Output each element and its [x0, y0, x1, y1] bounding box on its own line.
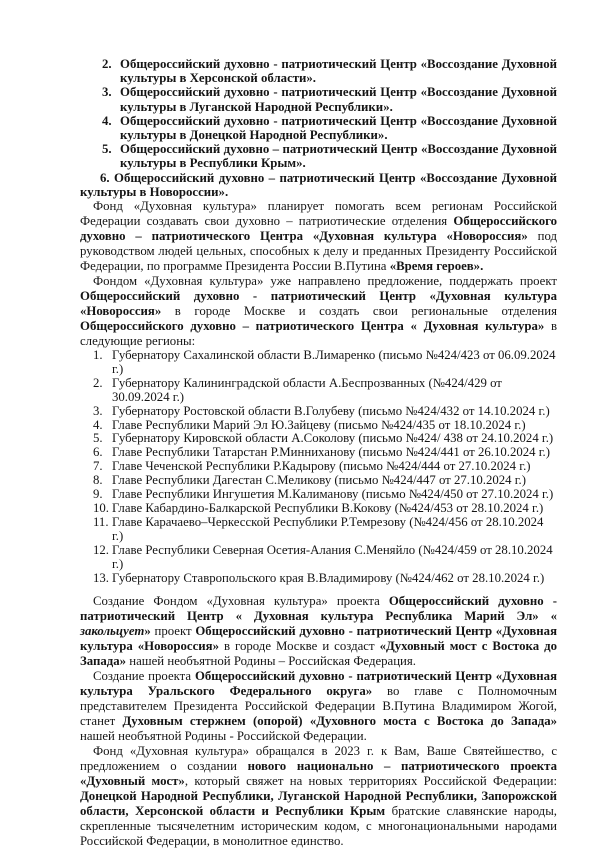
text-segment: Духовным стержнем (опорой) «Духовного моста с Востока до Запада» — [122, 714, 557, 729]
text-segment: Главе Республики Татарстан Р.Минниханову (письмо №424/441 от 26.10.2024 г.) — [112, 445, 551, 460]
text-segment: Общероссийский духовно - патриотический Центр «Воссоздание Духовной культуры в Донецкой Народной Республики». — [120, 113, 557, 143]
text-segment: Общероссийского духовно – патриотического Центра « Духовная культура» — [80, 319, 545, 334]
text-segment: нашей необъятной Родины – Российская Федерация. — [126, 654, 416, 669]
list-item-number: 2. — [102, 57, 112, 71]
center-list-item — [80, 57, 557, 85]
letter-list-item — [80, 419, 557, 433]
letter-list-item — [80, 516, 557, 544]
paragraph — [80, 274, 557, 349]
text-segment: нового национально – патриотического проекта «Духовный мост» — [80, 759, 557, 789]
text-segment: Губернатору Калининградской области А.Беспрозванных (№424/429 от 30.09.2024 г.) — [112, 375, 502, 404]
text-segment: Главе Карачаево–Черкесской Республики Р.Темрезову (№424/456 от 28.10.2024 г.) — [112, 514, 544, 543]
text-segment: нашей необъятной Родины - Российской Федерации. — [80, 729, 367, 744]
text-segment: » — [144, 624, 155, 639]
paragraph — [80, 594, 557, 669]
text-segment: 6. Общероссийский духовно – патриотический Центр «Воссоздание Духовной культуры в Новороссии». — [80, 170, 557, 199]
list-item-number: 5. — [102, 142, 112, 157]
letter-list-item — [80, 572, 557, 586]
letter-list-item — [80, 474, 557, 488]
center-list-item — [80, 142, 557, 170]
text-segment: в городе Москве и создаст — [219, 639, 380, 654]
text-segment: закольцует — [80, 624, 145, 639]
letter-list-item — [80, 446, 557, 460]
text-segment: Общероссийский духовно - патриотический Центр « Духовная культура Республика Марий Эл» « — [80, 594, 557, 624]
list-item-number: 3. — [102, 85, 112, 100]
text-segment: Главе Республики Северная Осетия-Алания С.Меняйло (№424/459 от 28.10.2024 г.) — [112, 542, 553, 571]
text-segment: Главе Кабардино-Балкарской Республики В.Кокову (№424/453 от 28.10.2024 г.) — [112, 501, 544, 515]
text-segment: Главе Чеченской Республики Р.Кадырову (письмо №424/444 от 27.10.2024 г.) — [112, 459, 531, 474]
text-segment: «Время героев». — [389, 259, 484, 274]
text-segment: Губернатору Ростовской области В.Голубеву (письмо №424/432 от 14.10.2024 г.) — [112, 403, 550, 418]
text-segment: Создание проекта — [93, 669, 195, 684]
text-segment: братские славянские народы, скрепленные тысячелетним историческим кодом, с многонациональными народами Российской Федерации, в монолитное единство. — [80, 804, 557, 849]
letter-list-item — [80, 377, 557, 405]
text-segment: Общероссийский духовно - патриотический Центр «Духовная культура Уральского Федерального округа» — [80, 669, 557, 699]
text-segment: Общероссийский духовно - патриотический Центр «Духовная культура «Новороссия» — [80, 624, 558, 654]
text-segment: Общероссийский духовно – патриотический Центр «Воссоздание Духовной культуры в Республики Крым». — [120, 142, 557, 171]
center-list-item — [80, 114, 557, 142]
text-segment: Главе Республики Дагестан С.Меликову (письмо №424/447 от 27.10.2024 г.) — [112, 473, 527, 488]
text-segment: под руководством людей цельных, способных к делу и преданных Президенту Российской Федерации, по программе Президента России В.Путина — [80, 229, 557, 274]
text-segment: Главе Республики Марий Эл Ю.Зайцеву (письмо №424/435 от 18.10.2024 г.) — [112, 417, 526, 432]
list-item-number: 9. — [93, 487, 103, 502]
list-item-number: 2. — [93, 375, 103, 390]
text-segment: Создание Фондом «Духовная культура» проекта — [93, 594, 389, 609]
text-segment: во главе с Полномочным представителем Президента Российской Федерации В.Путина Владимиром Жогой, станет — [80, 684, 557, 729]
text-segment: Губернатору Кировской области А.Соколову (письмо №424/ 438 от 24.10.2024 г.) — [112, 431, 554, 446]
text-segment: , который свяжет на новых территориях Российской Федерации: — [184, 774, 558, 789]
center-list-item-6 — [80, 171, 557, 199]
text-segment: в следующие регионы: — [80, 319, 558, 349]
list-item-number: 10. — [93, 501, 109, 515]
text-segment: Общероссийский духовно - патриотический Центр «Духовная культура «Новороссия» — [80, 289, 557, 319]
list-item-number: 4. — [102, 113, 112, 128]
text-segment: в городе Москве и создать свои региональные отделения — [161, 304, 557, 319]
text-segment: Общероссийского духовно – патриотического Центра «Духовная культура «Новороссия» — [80, 214, 557, 244]
paragraph — [80, 744, 557, 849]
letter-list-item — [80, 544, 557, 572]
list-item-number: 1. — [93, 348, 103, 363]
list-item-number: 13. — [93, 570, 109, 585]
text-segment: Общероссийский духовно - патриотический Центр «Воссоздание Духовной культуры в Луганской Народной Республики — [120, 85, 557, 114]
list-item-number: 4. — [93, 417, 103, 432]
letter-list-item — [80, 405, 557, 419]
list-item-number: 7. — [93, 459, 103, 474]
text-segment: Главе Республики Ингушетия М.Калиманову (письмо №424/450 от 27.10.2024 г.) — [112, 487, 554, 502]
letter-list-item — [80, 460, 557, 474]
letter-list-item — [80, 488, 557, 502]
list-item-number: 8. — [93, 473, 103, 488]
letter-list-item — [80, 502, 557, 516]
text-segment: Фонд «Духовная культура» обращался в 2023 г. к Вам, Ваше Святейшество, с предложением о создании — [80, 744, 557, 774]
text-segment: Донецкой Народной Республики, Луганской Народной Республики, Запорожской области, Херсонской области и Республики Крым — [80, 789, 557, 819]
text-segment: Общероссийский духовно - патриотический Центр «Воссоздание Духовной культуры в Херсонской области». — [120, 57, 557, 86]
list-item-number: 3. — [93, 403, 103, 418]
paragraph — [80, 669, 557, 744]
list-item-number: 5. — [93, 431, 103, 446]
center-list-item — [80, 85, 557, 113]
letter-list-item — [80, 432, 557, 446]
list-item-number: 6. — [93, 445, 103, 460]
list-item-number: 12. — [93, 542, 109, 557]
text-segment: проект — [154, 624, 196, 639]
text-segment: «Духовный мост с Востока до Запада» — [80, 639, 557, 669]
text-segment: Губернатору Ставропольского края В.Владимирову (№424/462 от 28.10.2024 г.) — [112, 570, 545, 585]
text-segment: Фондом «Духовная культура» уже направлено предложение, поддержать проект — [93, 274, 557, 289]
text-segment: Губернатору Сахалинской области В.Лимаренко (письмо №424/423 от 06.09.2024 г.) — [112, 348, 556, 376]
list-item-number: 11. — [93, 514, 109, 529]
text-segment: ». — [383, 99, 393, 114]
letter-list-item — [80, 349, 557, 377]
text-segment: Фонд «Духовная культура» планирует помогать всем регионам Российской Федерации создавать свои духовно – патриотические отделения — [80, 199, 557, 229]
paragraph — [80, 199, 557, 274]
vertical-spacer — [80, 585, 557, 594]
